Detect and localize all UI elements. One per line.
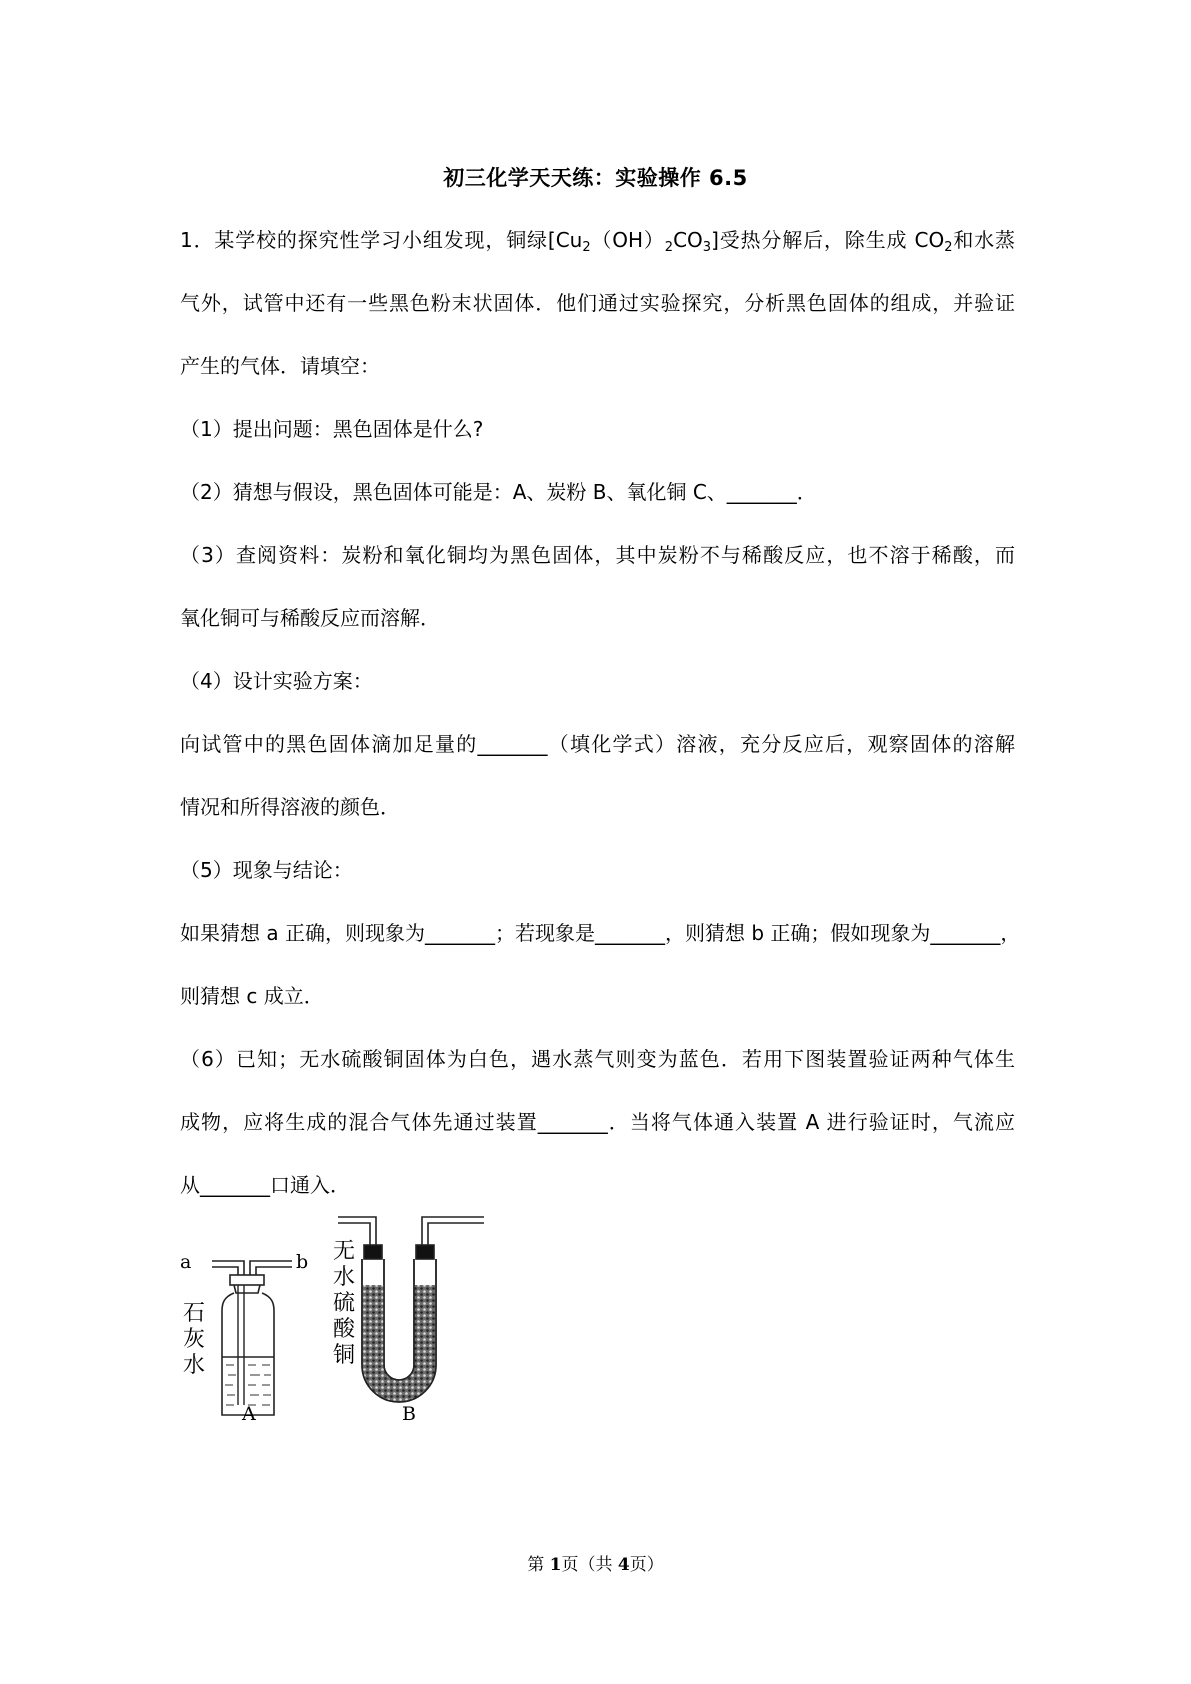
anhydrous-copper-sulfate-label xyxy=(332,1239,356,1369)
text-run: 1．某学校的探究性学习小组发现，铜绿[Cu xyxy=(180,228,583,252)
part-2-text: （2）猜想与假设，黑色固体可能是：A、炭粉 B、氧化铜 C、_______． xyxy=(180,480,817,504)
part-6-line-3: 从_______口通入． xyxy=(180,1173,350,1197)
label-char: 铜 xyxy=(332,1343,355,1368)
caption-b: B xyxy=(402,1403,416,1425)
label-char: 硫 xyxy=(332,1291,355,1316)
apparatus-figure xyxy=(180,1215,500,1425)
footer-text: 第 xyxy=(527,1555,550,1575)
page-title: 初三化学天天练：实验操作 6.5 xyxy=(443,166,748,190)
part-4-line-1: 向试管中的黑色固体滴加足量的_______（填化学式）溶液，充分反应后，观察固体的溶解 xyxy=(180,732,1015,756)
part-5-line-2: 则猜想 c 成立． xyxy=(180,984,324,1008)
part-6-line-1: （6）已知；无水硫酸铜固体为白色，遇水蒸气则变为蓝色．若用下图装置验证两种气体生 xyxy=(180,1047,1015,1071)
question-1-line-2: 气外，试管中还有一些黑色粉末状固体．他们通过实验探究，分析黑色固体的组成，并验证 xyxy=(180,291,1015,315)
text-run: ]受热分解后，除生成 CO xyxy=(711,228,945,252)
footer-text: 页） xyxy=(629,1555,664,1575)
footer-text: 页（共 xyxy=(561,1555,618,1575)
part-4-heading: （4）设计实验方案： xyxy=(180,669,373,693)
subscript: 2 xyxy=(582,240,591,255)
text-run: CO xyxy=(673,228,703,252)
outlet-label-b: b xyxy=(296,1251,309,1273)
part-3-line-1: （3）查阅资料：炭粉和氧化铜均为黑色固体，其中炭粉不与稀酸反应，也不溶于稀酸，而 xyxy=(180,543,1015,567)
page-footer xyxy=(0,1550,1191,1575)
question-1-line-1 xyxy=(180,226,1015,254)
text-run: 和水蒸 xyxy=(952,228,1016,252)
page-number: 1 xyxy=(549,1555,562,1575)
label-char: 灰 xyxy=(182,1327,205,1352)
label-char: 水 xyxy=(182,1353,205,1378)
label-char: 无 xyxy=(332,1239,355,1264)
part-1-text: （1）提出问题：黑色固体是什么? xyxy=(180,417,484,441)
page-total: 4 xyxy=(617,1555,630,1575)
caption-a: A xyxy=(242,1403,256,1425)
subscript: 2 xyxy=(664,240,674,255)
label-char: 水 xyxy=(332,1265,355,1290)
limewater-label xyxy=(182,1301,206,1379)
apparatus-b-u-tube xyxy=(338,1217,484,1402)
apparatus-a-bottle xyxy=(212,1261,292,1415)
part-5-line-1: 如果猜想 a 正确，则现象为_______；若现象是_______，则猜想 b 正确；假如现象为_______， xyxy=(180,921,1021,945)
part-6-line-2: 成物，应将生成的混合气体先通过装置_______．当将气体通入装置 A 进行验证时，气流应 xyxy=(180,1110,1015,1134)
inlet-label-a: a xyxy=(180,1251,192,1273)
label-char: 石 xyxy=(182,1301,205,1326)
part-5-heading: （5）现象与结论： xyxy=(180,858,353,882)
text-run: （OH） xyxy=(590,228,665,252)
subscript: 2 xyxy=(944,240,953,255)
part-4-line-2: 情况和所得溶液的颜色． xyxy=(180,795,400,819)
label-char: 酸 xyxy=(332,1317,355,1342)
subscript: 3 xyxy=(702,240,712,255)
part-3-line-2: 氧化铜可与稀酸反应而溶解． xyxy=(180,606,440,630)
question-1-line-3: 产生的气体．请填空： xyxy=(180,354,380,378)
